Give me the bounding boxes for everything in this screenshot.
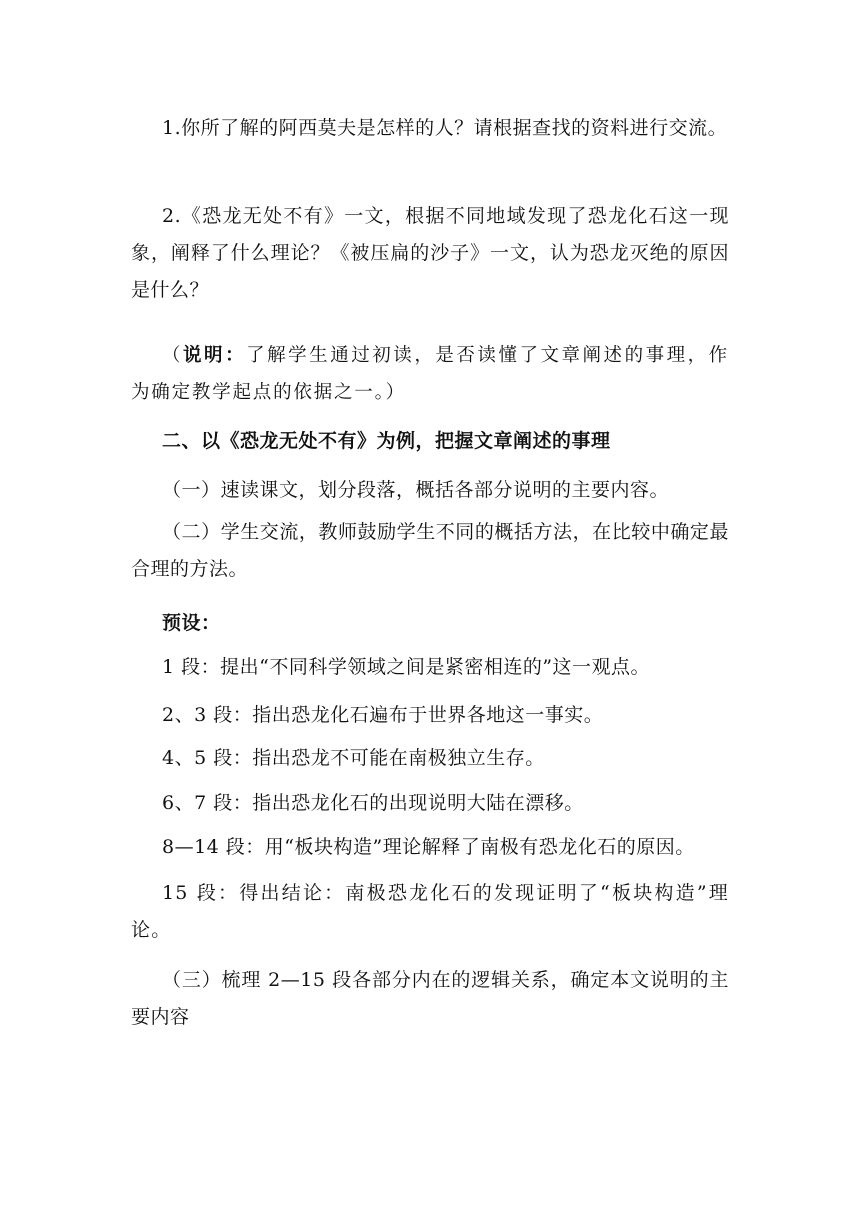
segment-2-3: 2、3 段：指出恐龙化石遍布于世界各地这一事实。 bbox=[162, 704, 604, 726]
question-1: 1.你所了解的阿西莫夫是怎样的人？请根据查找的资料进行交流。 bbox=[162, 117, 728, 139]
section-heading: 二、以《恐龙无处不有》为例，把握文章阐述的事理 bbox=[162, 430, 611, 452]
step-1: （一）速读课文，划分段落，概括各部分说明的主要内容。 bbox=[162, 479, 670, 501]
question-2: 2.《恐龙无处不有》一文，根据不同地域发现了恐龙化石这一现象，阐释了什么理论？《被压扁的沙子》一文，认为恐龙灭绝的原因是什么？ bbox=[131, 205, 729, 301]
segment-15: 15 段：得出结论：南极恐龙化石的发现证明了“板块构造”理论。 bbox=[131, 882, 729, 941]
note-paragraph bbox=[131, 337, 729, 411]
note-label: 说明： bbox=[183, 345, 247, 366]
segment-1: 1 段：提出“不同科学领域之间是紧密相连的”这一观点。 bbox=[162, 656, 651, 678]
step-3: （三）梳理 2—15 段各部分内在的逻辑关系，确定本文说明的主要内容 bbox=[131, 969, 729, 1028]
segment-8-14: 8—14 段：用“板块构造”理论解释了南极有恐龙化石的原因。 bbox=[162, 836, 695, 858]
segment-6-7: 6、7 段：指出恐龙化石的出现说明大陆在漂移。 bbox=[162, 792, 584, 814]
note-open-paren: （ bbox=[162, 345, 184, 366]
preset-label: 预设： bbox=[162, 612, 221, 634]
segment-4-5: 4、5 段：指出恐龙不可能在南极独立生存。 bbox=[162, 747, 545, 769]
step-2: （二）学生交流，教师鼓励学生不同的概括方法，在比较中确定最合理的方法。 bbox=[131, 521, 729, 580]
note-text: 了解学生通过初读，是否读懂了文章阐述的事理，作为确定教学起点的依据之一。） bbox=[131, 345, 729, 403]
